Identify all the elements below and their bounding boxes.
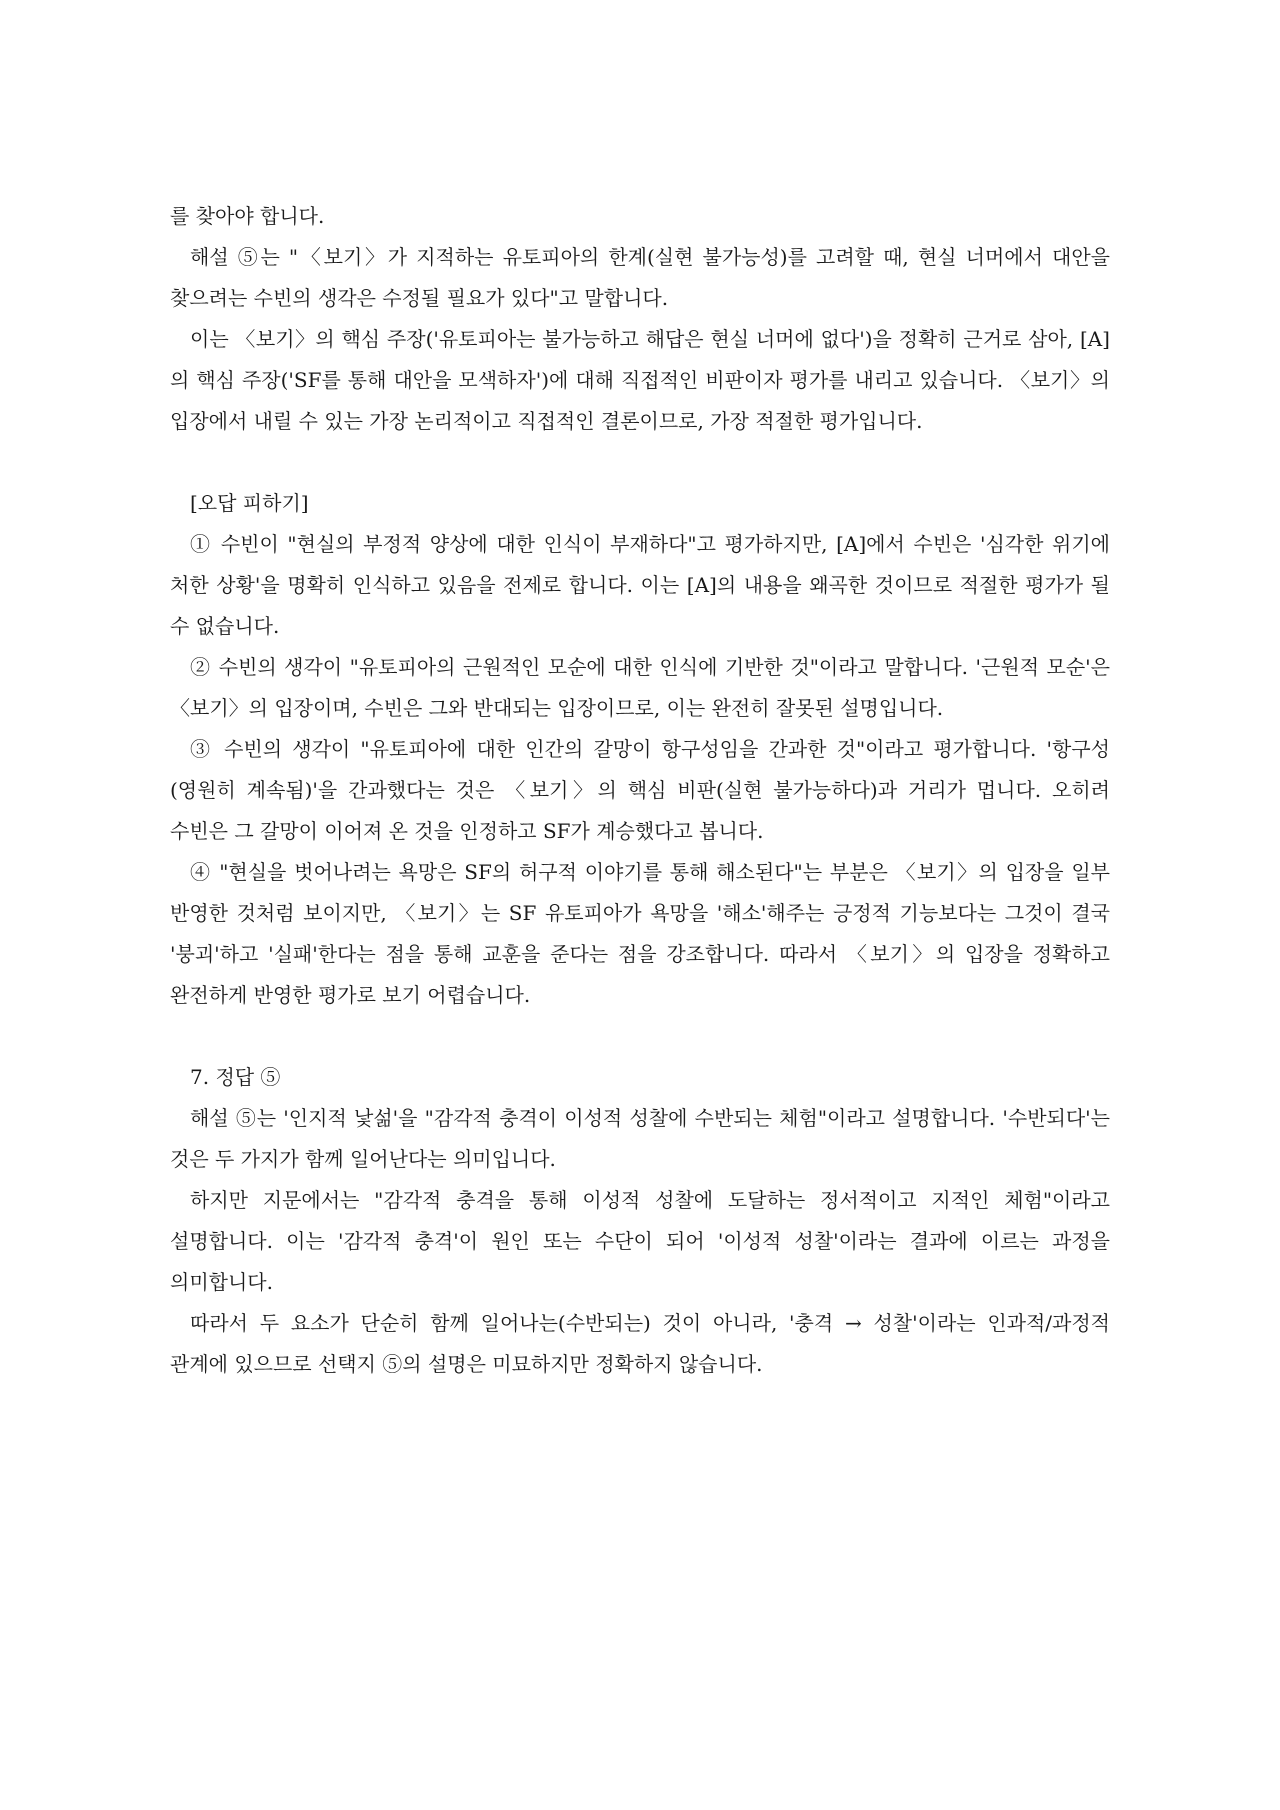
paragraph: ② 수빈의 생각이 "유토피아의 근원적인 모순에 대한 인식에 기반한 것"이라고 말합니다. '근원적 모순'은 〈보기〉의 입장이며, 수빈은 그와 반대되는 입장이므로, 이는 완전히 잘못된 설명입니다.	[170, 655, 1110, 720]
paragraph: ④ "현실을 벗어나려는 욕망은 SF의 허구적 이야기를 통해 해소된다"는 부분은 〈보기〉의 입장을 일부 반영한 것처럼 보이지만, 〈보기〉는 SF 유토피아가 욕망을 '해소'해주는 긍정적 기능보다는 그것이 결국 '붕괴'하고 '실패'한다는 점을 통해 교훈을 준다는 점을 강조합니다. 따라서 〈보기〉의 입장을 정확하고 완전하게 반영한 평가로 보기 어렵습니다.	[170, 860, 1110, 1007]
paragraph: 따라서 두 요소가 단순히 함께 일어나는(수반되는) 것이 아니라, '충격 → 성찰'이라는 인과적/과정적 관계에 있으므로 선택지 ⑤의 설명은 미묘하지만 정확하지 않습니다.	[170, 1311, 1110, 1376]
paragraph-gap	[170, 1016, 1110, 1057]
paragraph: 를 찾아야 합니다.	[170, 204, 325, 228]
section-heading: 7. 정답 ⑤	[190, 1065, 281, 1089]
paragraph: 해설 ⑤는 '인지적 낯섦'을 "감각적 충격이 이성적 성찰에 수반되는 체험"이라고 설명합니다. '수반되다'는 것은 두 가지가 함께 일어난다는 의미입니다.	[170, 1106, 1110, 1171]
paragraph: 이는 〈보기〉의 핵심 주장('유토피아는 불가능하고 해답은 현실 너머에 없다')을 정확히 근거로 삼아, [A]의 핵심 주장('SF를 통해 대안을 모색하자')에 대해 직접적인 비판이자 평가를 내리고 있습니다. 〈보기〉의 입장에서 내릴 수 있는 가장 논리적이고 직접적인 결론이므로, 가장 적절한 평가입니다.	[170, 327, 1110, 433]
paragraph-gap	[170, 442, 1110, 483]
paragraph: ③ 수빈의 생각이 "유토피아에 대한 인간의 갈망이 항구성임을 간과한 것"이라고 평가합니다. '항구성(영원히 계속됨)'을 간과했다는 것은 〈보기〉의 핵심 비판(실현 불가능하다)과 거리가 멉니다. 오히려 수빈은 그 갈망이 이어져 온 것을 인정하고 SF가 계승했다고 봅니다.	[170, 737, 1110, 843]
section-heading: [오답 피하기]	[190, 491, 309, 515]
paragraph: 하지만 지문에서는 "감각적 충격을 통해 이성적 성찰에 도달하는 정서적이고 지적인 체험"이라고 설명합니다. 이는 '감각적 충격'이 원인 또는 수단이 되어 '이성적 성찰'이라는 결과에 이르는 과정을 의미합니다.	[170, 1188, 1110, 1294]
document-body	[170, 196, 1110, 1385]
paragraph: ① 수빈이 "현실의 부정적 양상에 대한 인식이 부재하다"고 평가하지만, [A]에서 수빈은 '심각한 위기에 처한 상황'을 명확히 인식하고 있음을 전제로 합니다. 이는 [A]의 내용을 왜곡한 것이므로 적절한 평가가 될 수 없습니다.	[170, 532, 1110, 638]
paragraph: 해설 ⑤는 "〈보기〉가 지적하는 유토피아의 한계(실현 불가능성)를 고려할 때, 현실 너머에서 대안을 찾으려는 수빈의 생각은 수정될 필요가 있다"고 말합니다.	[170, 245, 1110, 310]
